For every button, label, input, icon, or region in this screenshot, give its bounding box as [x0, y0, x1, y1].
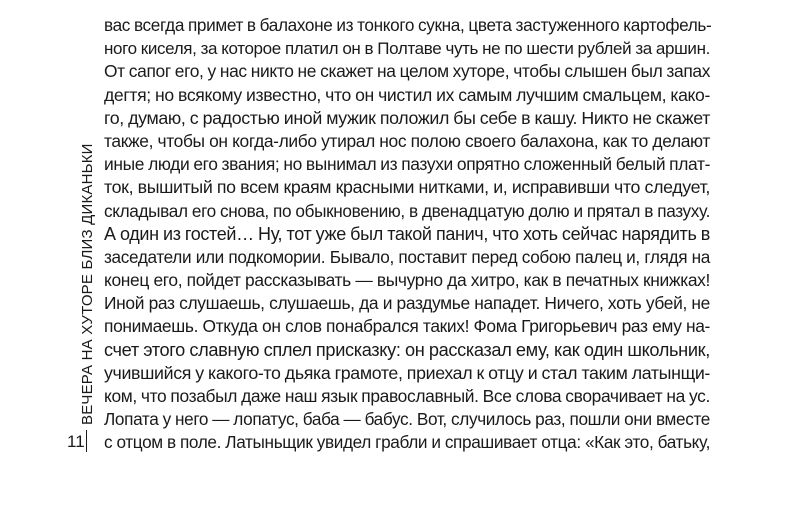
- text-line: дегтя; но всякому известно, что он чистил их самым лучшим смальцем, како-: [104, 84, 710, 105]
- text-line: А один из гостей… Ну, тот уже был такой панич, что хоть сейчас нарядить в: [104, 223, 710, 244]
- text-line: Иной раз слушаешь, слушаешь, да и раздумье нападет. Ничего, хоть убей, не: [104, 293, 710, 314]
- text-line: счет этого славную сплел присказку: он рассказал ему, как один школьник,: [104, 339, 710, 360]
- text-line: го, думаю, с радостью иной мужик положил бы себе в кашу. Никто не скажет: [104, 107, 710, 128]
- text-line: От сапог его, у нас никто не скажет на целом хуторе, чтобы слышен был запах: [104, 61, 711, 82]
- text-line: ного киселя, за которое платил он в Полтаве чуть не по шести рублей за аршин.: [104, 39, 710, 59]
- text-line: конец его, пойдет рассказывать — вычурно да хитро, как в печатных книжках!: [104, 270, 710, 291]
- text-line: учившийся у какого-то дьяка грамоте, приехал к отцу и стал таким латынщи-: [104, 362, 710, 383]
- text-line: также, чтобы он когда-либо утирал нос полою своего балахона, как то делают: [104, 130, 710, 151]
- text-line: Лопата у него — лопатус, баба — бабус. Вот, случилось раз, пошли они вместе: [104, 409, 710, 430]
- text-line: ток, вышитый по всем краям красными нитками, и, исправивши что следует,: [104, 177, 710, 198]
- running-head: ВЕЧЕРА НА ХУТОРЕ БЛИЗ ДИКАНЬКИ: [79, 143, 96, 425]
- text-line: складывал его снова, по обыкновению, в двенадцатую долю и прятал в пазуху.: [104, 200, 710, 221]
- body-text: [104, 14, 710, 455]
- text-line: с отцом в поле. Латыньщик увидел грабли и спрашивает отца: «Как это, батьку,: [104, 432, 710, 453]
- text-line: заседатели или подкомории. Бывало, поставит перед собою палец и, глядя на: [104, 246, 710, 267]
- text-line: иные люди его звания; но вынимал из пазухи опрятно сложенный белый плат-: [104, 154, 711, 175]
- text-line: понимаешь. Откуда он слов понабрался таких! Фома Григорьевич раз ему на-: [104, 316, 710, 337]
- text-line: вас всегда примет в балахоне из тонкого сукна, цвета застуженного картофель-: [104, 15, 712, 35]
- text-line: ком, что позабыл даже наш язык православный. Все слова сворачивает на ус.: [104, 386, 710, 406]
- page-number: 11: [67, 432, 85, 451]
